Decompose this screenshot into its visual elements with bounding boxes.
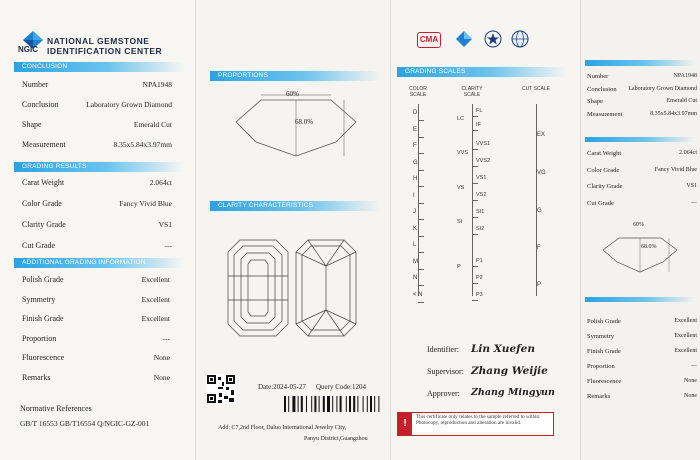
grading-scales-bar: GRADING SCALES [397,67,567,77]
field-label: Proportion [22,333,57,343]
field-label: Number [587,73,609,80]
summary-proportion-diagram [599,228,681,278]
barcode-bar [327,396,330,412]
field-label: Conclusion [22,100,59,109]
grading-results-bar: GRADING RESULTS [14,162,184,172]
address-line2: Panyu District,Guangzhou [304,436,368,442]
field-label: Color Grade [587,166,620,174]
color-scale-grade: N [413,275,418,281]
signature-role: Identifier: [427,345,459,354]
color-scale-grade: I [413,192,415,199]
color-scale-grade: F [413,143,417,149]
clarity-scale-header: CLARITY SCALE [461,86,483,98]
normative-references-text: GB/T 16553 GB/T16554 Q/NGIC-GZ-001 [20,419,150,428]
org-name-line1: NATIONAL GEMSTONE [47,36,150,46]
field-label: Cut Grade [587,199,614,207]
color-scale-grade: D [413,110,418,116]
qr-code-icon [206,374,236,404]
summary-grading-bar [585,137,695,142]
org-name-line2: IDENTIFICATION CENTER [47,46,163,56]
field-value: --- [164,241,172,250]
panel-summary [580,0,700,460]
field-value: 2.064ct [679,150,697,156]
color-scale-grade: L [413,242,417,248]
barcode-bar [353,396,355,412]
cma-mark: CMA [417,32,441,48]
conclusion-bar: CONCLUSION [14,62,184,72]
clarity-group-label: P [457,264,461,270]
clarity-scale-grade: VS1 [476,175,487,181]
field-value: Excellent [674,348,697,354]
proportion-table-value: 60% [286,90,299,98]
additional-grading-bar: ADDITIONAL GRADING INFORMATION [14,258,184,268]
clarity-scale-grade: P2 [476,275,483,281]
field-label: Polish Grade [587,318,621,325]
color-scale-header: COLOR SCALE [409,86,427,98]
color-scale-grade: E [413,126,418,133]
clarity-scale-grade: P3 [476,292,483,298]
globe-seal-icon [511,30,529,48]
clarity-plot-diagram [226,236,371,341]
barcode-bar [332,396,333,412]
barcode-bar [284,396,286,412]
cut-scale-grade: P [537,282,542,288]
clarity-scale-grade: VVS1 [476,141,491,147]
field-label: Symmetry [587,333,615,340]
field-label: Fluorescence [22,353,65,362]
report-date: Date:2024-05-27 [258,383,306,391]
field-value: Emerald Cut [666,98,697,104]
field-value: Excellent [141,294,170,304]
color-scale-grade: K [413,225,418,232]
signature-role: Approver: [427,389,460,398]
field-value: 2.064ct [149,178,172,187]
color-scale-grade: G [413,159,418,166]
panel-main-results [0,0,195,460]
barcode-bar [357,396,358,412]
field-value: Laboratory Grown Diamond [86,100,172,109]
panel-scales-signatures [390,0,581,460]
field-value: NPA1948 [673,73,697,79]
cut-scale-grade: F [537,245,541,251]
signature-name: Zhang Mingyun [471,387,555,398]
clarity-scale-grade: SI1 [476,209,485,215]
field-label: Polish Grade [22,275,64,284]
normative-references-title: Normative References [20,404,92,413]
star-seal-icon [484,30,502,48]
color-scale-grade: < N [413,291,423,298]
clarity-group-label: LC [457,116,465,122]
field-label: Cut Grade [22,241,56,250]
field-value: --- [691,363,697,369]
field-label: Number [22,80,49,89]
field-label: Clarity Grade [22,220,66,229]
field-label: Clarity Grade [587,183,623,190]
field-label: Finish Grade [22,314,64,323]
field-label: Finish Grade [587,348,621,355]
field-value: NPA1948 [142,80,172,89]
field-value: VS1 [158,220,172,229]
barcode-bar [346,396,347,412]
proportions-bar: PROPORTIONS [210,71,380,81]
barcode-bar [363,396,364,412]
cut-scale-grade: VG [537,170,546,176]
cut-scale-grade: EX [537,132,546,138]
summary-table-value: 60% [633,222,644,228]
summary-top-bar [585,60,695,66]
field-label: Conclusion [587,85,617,93]
cut-scale-grade: G [537,208,542,214]
field-label: Measurement [22,140,66,149]
field-value: 8.35x5.84x3.97mm [650,110,697,117]
field-value: Emerald Cut [133,120,172,129]
field-value: Excellent [674,333,697,339]
field-value: None [684,393,697,399]
field-value: Fancy Vivid Blue [119,199,172,208]
clarity-characteristics-bar: CLARITY CHARACTERISTICS [210,201,380,211]
clarity-group-label: SI [457,219,463,225]
field-value: Excellent [141,275,170,284]
field-value: Excellent [674,318,697,324]
color-scale-grade: H [413,176,418,182]
proportion-depth-value: 68.0% [295,118,314,126]
signature-role: Supervisor: [427,367,464,376]
notice-text: This certificate only relates to the sample referred to within. Photocopy, reproduction and alteration are invalid. [416,414,541,427]
notice-box [397,412,554,436]
diamond-mark-icon [455,30,473,48]
field-value: None [153,353,170,362]
logo-abbr: NGIC [18,45,38,54]
barcode-bar [298,396,299,412]
field-label: Remarks [587,393,611,400]
clarity-group-label: VVS [457,150,469,156]
field-label: Proportion [587,363,615,370]
field-value: 8.35x5.84x3.97mm [113,140,172,149]
barcode-bar [288,396,289,412]
clarity-scale-grade: P1 [476,258,483,264]
field-label: Symmetry [22,294,56,304]
field-label: Color Grade [22,199,62,208]
barcode-bar [367,396,368,412]
clarity-scale-grade: SI2 [476,226,485,232]
address-line1: Add: C7,2nd Floor, Daluo International Jewelry City, [218,425,347,431]
field-label: Shape [587,98,603,105]
clarity-scale-grade: IF [476,122,481,128]
barcode [284,396,384,412]
panel-diagrams [195,0,391,460]
color-scale-grade: M [413,258,418,265]
field-value: None [153,372,170,382]
field-label: Measurement [587,110,623,118]
barcode-bar [314,396,316,412]
barcode-bar [323,396,325,412]
clarity-scale-grade: FL [476,108,483,114]
barcode-bar [349,396,351,412]
summary-depth-value: 68.0% [641,244,657,250]
field-label: Shape [22,120,42,129]
field-label: Remarks [22,372,51,382]
summary-additional-bar [585,297,695,302]
field-value: --- [162,333,170,343]
field-value: VS1 [686,183,697,189]
barcode-bar [374,396,375,412]
field-label: Carat Weight [587,150,622,157]
color-scale-grade: J [413,209,416,215]
clarity-scale-grade: VVS2 [476,158,491,164]
query-code: Query Code:1204 [316,383,366,391]
proportion-diagram [226,86,366,166]
barcode-bar [301,396,303,412]
cut-scale-header: CUT SCALE [522,86,550,92]
barcode-bar [370,396,372,412]
clarity-group-label: VS [457,185,465,191]
barcode-bar [292,396,295,412]
barcode-bar [306,396,307,412]
field-value: Fancy Vivid Blue [654,166,697,173]
clarity-scale-grade: VS2 [476,192,487,198]
barcode-bar [336,396,337,412]
field-label: Carat Weight [22,178,65,187]
barcode-bar [340,396,342,412]
field-value: --- [691,199,697,206]
barcode-bar [319,396,320,412]
barcode-bar [378,396,379,412]
field-value: Excellent [141,314,170,323]
signature-name: Zhang Weijie [471,365,548,377]
barcode-bar [311,396,312,412]
field-label: Fluorescence [587,378,622,385]
warning-icon: ! [398,413,412,435]
signature-name: Lin Xuefen [471,343,535,355]
field-value: Laboratory Grown Diamond [628,85,697,92]
field-value: None [684,378,697,384]
